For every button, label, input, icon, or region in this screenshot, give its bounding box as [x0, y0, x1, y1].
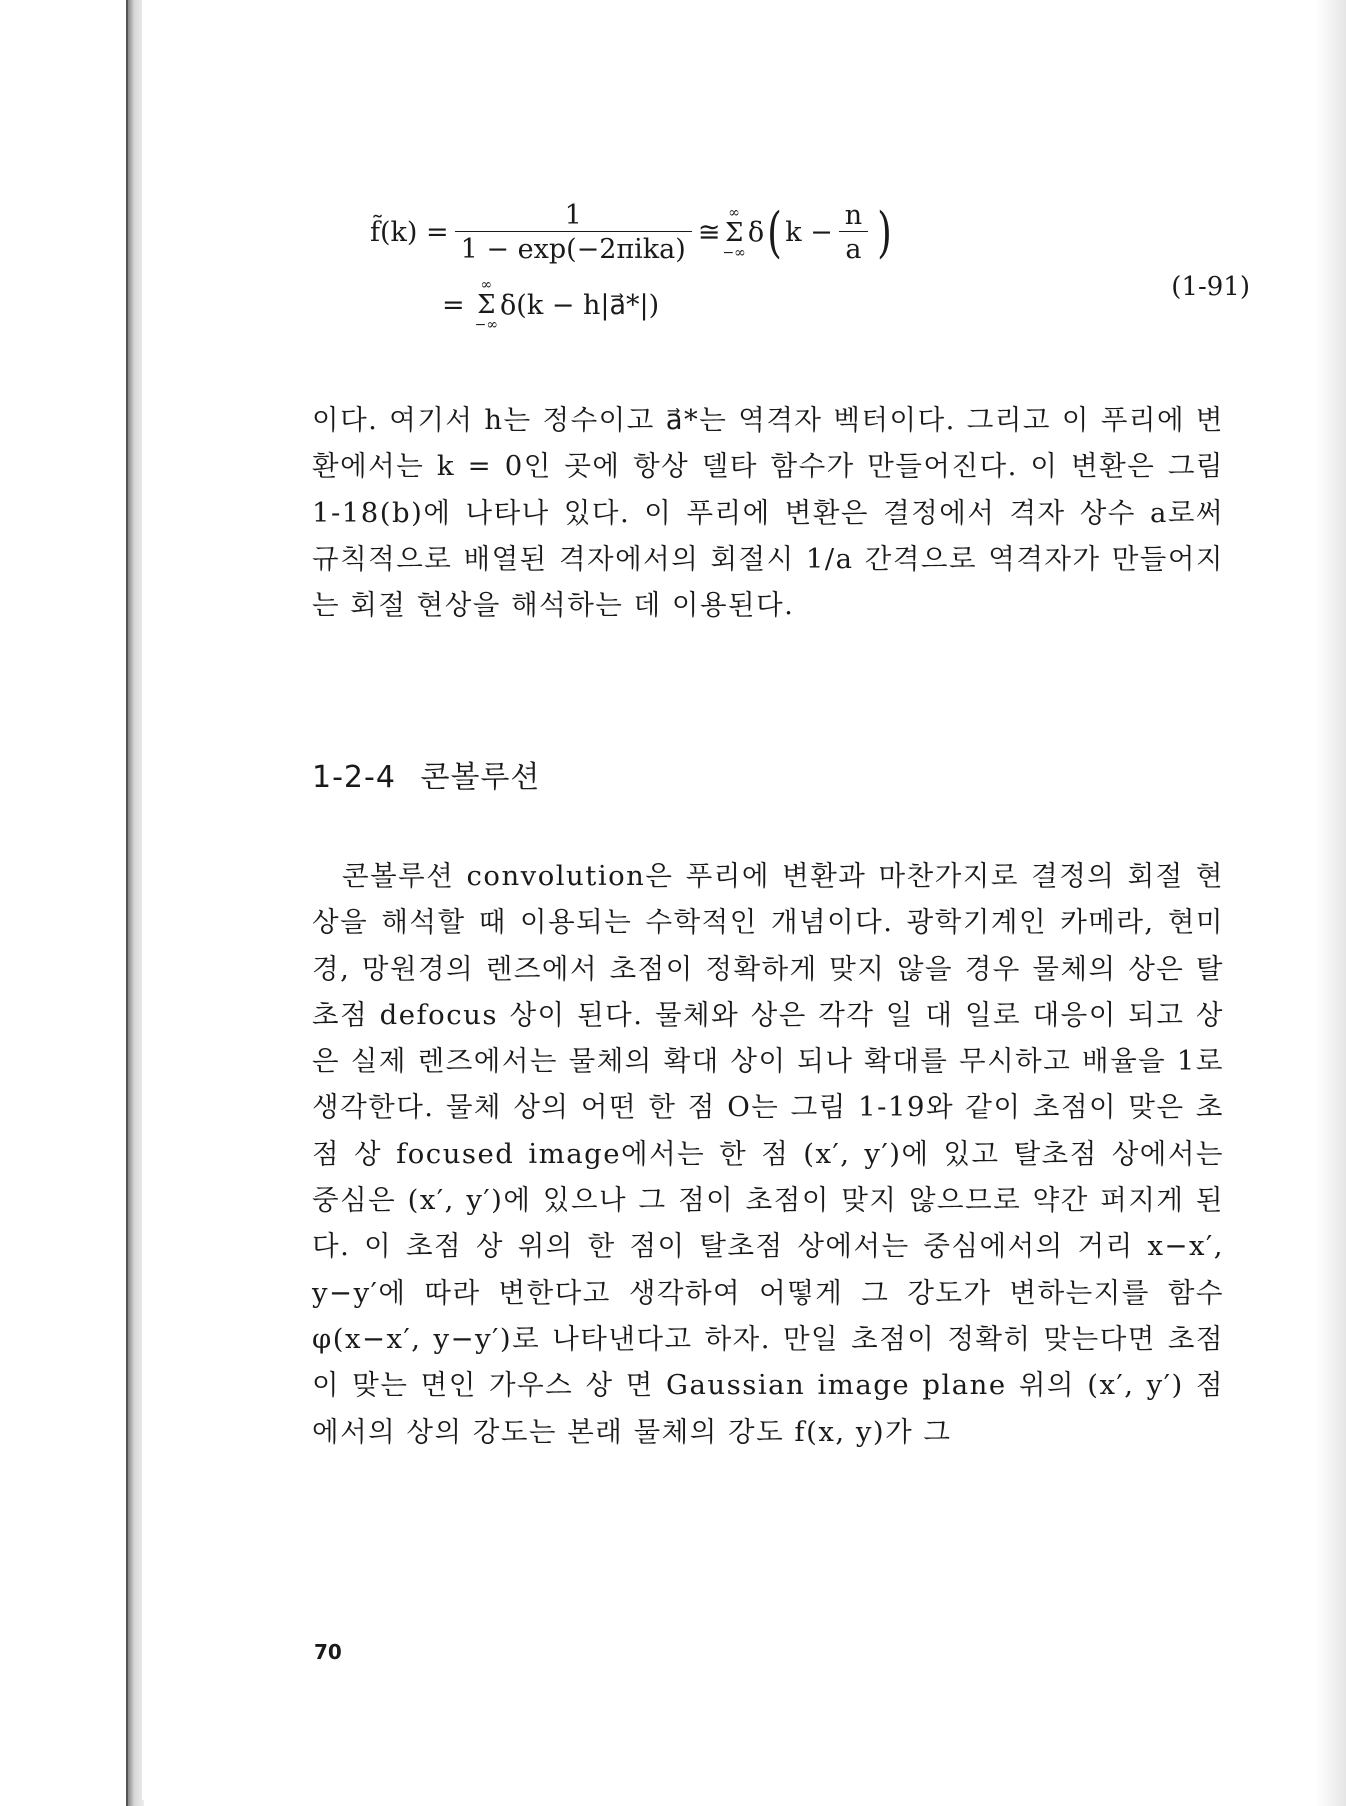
sigma-glyph-2: Σ	[477, 290, 496, 320]
inner-fraction	[839, 200, 868, 265]
sum-upper-limit-2: ∞	[480, 277, 493, 293]
equation-fraction	[455, 200, 692, 265]
equals-sign: =	[442, 289, 465, 321]
summation-symbol-2	[475, 278, 498, 332]
equation-1-91	[290, 200, 1250, 380]
equation-number: (1-91)	[1171, 272, 1250, 302]
delta-symbol: δ	[747, 217, 765, 248]
paragraph-2: 콘볼루션 convolution은 푸리에 변환과 마찬가지로 결정의 회절 현상을 해석할 때 이용되는 수학적인 개념이다. 광학기계인 카메라, 현미경, 망원경의 렌즈에서 초점이 정확하게 맞지 않을 경우 물체의 상은 탈초점 defocus 상이 된다. 물체와 상은 각각 일 대 일로 대응이 되고 상은 실제 렌즈에서는 물체의 확대 상이 되나 확대를 무시하고 배율을 1로 생각한다. 물체 상의 어떤 한 점 O는 그림 1-19와 같이 초점이 맞은 초점 상 focused image에서는 한 점 (x′, y′)에 있고 탈초점 상에서는 중심은 (x′, y′)에 있으나 그 점이 초점이 맞지 않으므로 약간 퍼지게 된다. 이 초점 상 위의 한 점이 탈초점 상에서는 중심에서의 거리 x−x′, y−y′에 따라 변한다고 생각하여 어떻게 그 강도가 변하는지를 함수 φ(x−x′, y−y′)로 나타낸다고 하자. 만일 초점이 정확히 맞는다면 초점이 맞는 면인 가우스 상 면 Gaussian image plane 위의 (x′, y′) 점에서의 상의 강도는 본래 물체의 강도 f(x, y)가 그	[312, 860, 1224, 1448]
section-number: 1-2-4	[312, 760, 396, 795]
right-paren: )	[877, 200, 893, 264]
inner-fraction-denominator: a	[839, 231, 867, 265]
delta-argument: k −	[785, 217, 833, 248]
delta-term: δ(k − h|a⃗*|)	[500, 289, 660, 321]
sum-lower-limit-2: −∞	[474, 317, 499, 333]
inner-fraction-numerator: n	[844, 200, 863, 231]
section-heading	[312, 752, 540, 796]
paragraph-1: 이다. 여기서 h는 정수이고 a⃗*는 역격자 벡터이다. 그리고 이 푸리에 변환에서는 k = 0인 곳에 항상 델타 함수가 만들어진다. 이 변환은 그림 1-18(b)에 나타나 있다. 이 푸리에 변환은 결정에서 격자 상수 a로써 규칙적으로 배열된 격자에서의 회절시 1/a 간격으로 역격자가 만들어지는 회절 현상을 해석하는 데 이용된다.	[312, 404, 1224, 622]
page-shadow	[1316, 0, 1346, 1806]
section-title: 콘볼루션	[420, 760, 541, 795]
summation-symbol	[722, 206, 745, 260]
sum-upper-limit: ∞	[728, 204, 740, 221]
fraction-denominator: 1 − exp(−2πika)	[455, 231, 692, 265]
fraction-numerator: 1	[564, 200, 582, 231]
approx-sign: ≅	[697, 217, 721, 248]
equation-line-1	[370, 200, 895, 265]
equation-lhs: f̃(k) =	[370, 217, 449, 248]
left-paren: (	[767, 200, 783, 264]
sigma-glyph: Σ	[724, 217, 744, 248]
page-number: 70	[314, 1640, 342, 1664]
sum-lower-limit: −∞	[722, 244, 746, 261]
equation-line-2	[442, 278, 659, 332]
